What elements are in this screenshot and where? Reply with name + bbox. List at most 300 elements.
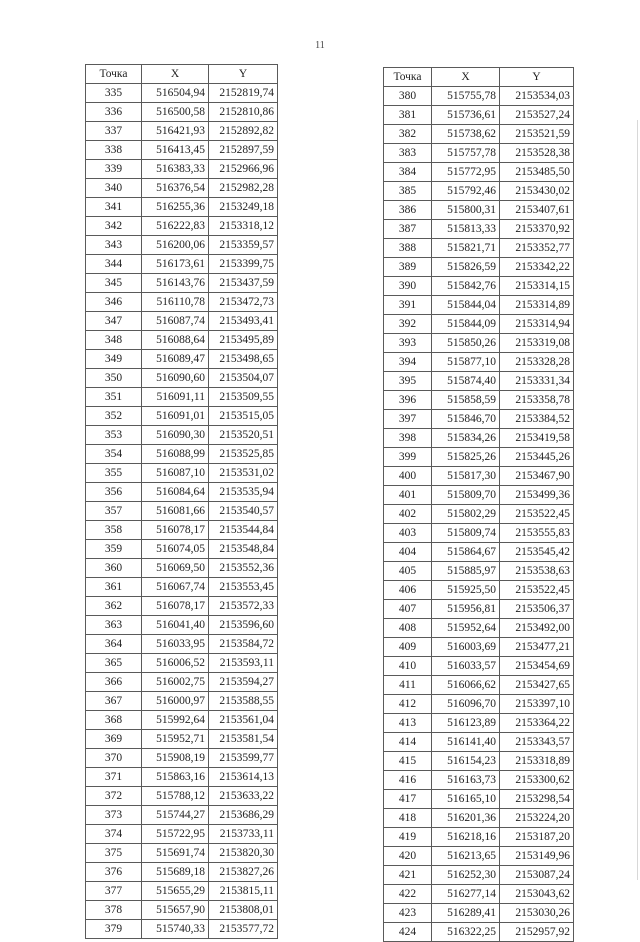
y-cell: 2153331,34 xyxy=(500,372,574,391)
x-cell: 515956,81 xyxy=(432,600,500,619)
point-cell: 369 xyxy=(86,730,142,749)
table-row xyxy=(384,505,574,524)
y-cell: 2153430,02 xyxy=(500,182,574,201)
x-cell: 515925,50 xyxy=(432,581,500,600)
y-cell: 2153359,57 xyxy=(209,236,278,255)
table-row xyxy=(86,445,278,464)
scan-edge-line xyxy=(637,120,638,880)
x-cell: 516078,17 xyxy=(142,521,209,540)
y-cell: 2153314,89 xyxy=(500,296,574,315)
point-cell: 353 xyxy=(86,426,142,445)
point-cell: 348 xyxy=(86,331,142,350)
y-cell: 2153633,22 xyxy=(209,787,278,806)
table-row xyxy=(86,407,278,426)
y-cell: 2153561,04 xyxy=(209,711,278,730)
table-row xyxy=(384,391,574,410)
point-cell: 403 xyxy=(384,524,432,543)
point-cell: 339 xyxy=(86,160,142,179)
table-row xyxy=(86,179,278,198)
x-cell: 516252,30 xyxy=(432,866,500,885)
y-cell: 2152897,59 xyxy=(209,141,278,160)
y-cell: 2153820,30 xyxy=(209,844,278,863)
x-cell: 515800,31 xyxy=(432,201,500,220)
table-row xyxy=(384,904,574,923)
point-cell: 400 xyxy=(384,467,432,486)
y-cell: 2153504,07 xyxy=(209,369,278,388)
y-cell: 2153588,55 xyxy=(209,692,278,711)
y-cell: 2153087,24 xyxy=(500,866,574,885)
table-row xyxy=(86,103,278,122)
point-cell: 361 xyxy=(86,578,142,597)
x-cell: 516123,89 xyxy=(432,714,500,733)
y-cell: 2153187,20 xyxy=(500,828,574,847)
x-cell: 516322,25 xyxy=(432,923,500,942)
x-cell: 516255,36 xyxy=(142,198,209,217)
x-cell: 516088,64 xyxy=(142,331,209,350)
table-row xyxy=(384,581,574,600)
y-cell: 2153593,11 xyxy=(209,654,278,673)
point-cell: 397 xyxy=(384,410,432,429)
point-cell: 370 xyxy=(86,749,142,768)
x-cell: 515846,70 xyxy=(432,410,500,429)
x-cell: 516081,66 xyxy=(142,502,209,521)
x-cell: 515655,29 xyxy=(142,882,209,901)
point-cell: 411 xyxy=(384,676,432,695)
x-cell: 515813,33 xyxy=(432,220,500,239)
point-cell: 355 xyxy=(86,464,142,483)
point-cell: 389 xyxy=(384,258,432,277)
table-row xyxy=(86,540,278,559)
point-cell: 399 xyxy=(384,448,432,467)
table-row xyxy=(384,638,574,657)
table-body-left xyxy=(86,84,278,939)
point-cell: 382 xyxy=(384,125,432,144)
point-cell: 418 xyxy=(384,809,432,828)
point-cell: 398 xyxy=(384,429,432,448)
point-cell: 336 xyxy=(86,103,142,122)
y-cell: 2153498,65 xyxy=(209,350,278,369)
table-row xyxy=(86,198,278,217)
y-cell: 2153314,15 xyxy=(500,277,574,296)
x-cell: 515952,64 xyxy=(432,619,500,638)
x-cell: 516090,60 xyxy=(142,369,209,388)
table-row xyxy=(86,863,278,882)
x-cell: 515736,61 xyxy=(432,106,500,125)
x-cell: 515842,76 xyxy=(432,277,500,296)
point-cell: 374 xyxy=(86,825,142,844)
point-cell: 392 xyxy=(384,315,432,334)
y-cell: 2153343,57 xyxy=(500,733,574,752)
table-row xyxy=(384,695,574,714)
table-row xyxy=(86,483,278,502)
y-cell: 2153531,02 xyxy=(209,464,278,483)
y-cell: 2152957,92 xyxy=(500,923,574,942)
point-cell: 367 xyxy=(86,692,142,711)
table-row xyxy=(86,312,278,331)
table-row xyxy=(384,296,574,315)
x-cell: 515858,59 xyxy=(432,391,500,410)
y-cell: 2152819,74 xyxy=(209,84,278,103)
y-cell: 2153522,45 xyxy=(500,581,574,600)
table-row xyxy=(86,673,278,692)
header-x: X xyxy=(142,65,209,84)
point-cell: 352 xyxy=(86,407,142,426)
y-cell: 2153328,28 xyxy=(500,353,574,372)
y-cell: 2153419,58 xyxy=(500,429,574,448)
y-cell: 2153515,05 xyxy=(209,407,278,426)
table-row xyxy=(384,277,574,296)
x-cell: 515744,27 xyxy=(142,806,209,825)
table-row xyxy=(384,619,574,638)
y-cell: 2153509,55 xyxy=(209,388,278,407)
y-cell: 2153397,10 xyxy=(500,695,574,714)
y-cell: 2153495,89 xyxy=(209,331,278,350)
point-cell: 359 xyxy=(86,540,142,559)
x-cell: 516222,83 xyxy=(142,217,209,236)
point-cell: 380 xyxy=(384,87,432,106)
x-cell: 515722,95 xyxy=(142,825,209,844)
point-cell: 349 xyxy=(86,350,142,369)
table-row xyxy=(86,293,278,312)
point-cell: 335 xyxy=(86,84,142,103)
table-row xyxy=(86,160,278,179)
point-cell: 343 xyxy=(86,236,142,255)
y-cell: 2153477,21 xyxy=(500,638,574,657)
point-cell: 373 xyxy=(86,806,142,825)
x-cell: 515825,26 xyxy=(432,448,500,467)
x-cell: 515755,78 xyxy=(432,87,500,106)
y-cell: 2153467,90 xyxy=(500,467,574,486)
point-cell: 378 xyxy=(86,901,142,920)
point-cell: 415 xyxy=(384,752,432,771)
table-row xyxy=(384,923,574,942)
point-cell: 407 xyxy=(384,600,432,619)
table-row xyxy=(384,752,574,771)
y-cell: 2153399,75 xyxy=(209,255,278,274)
point-cell: 364 xyxy=(86,635,142,654)
point-cell: 366 xyxy=(86,673,142,692)
header-point: Точка xyxy=(384,68,432,87)
x-cell: 515738,62 xyxy=(432,125,500,144)
y-cell: 2152982,28 xyxy=(209,179,278,198)
x-cell: 516500,58 xyxy=(142,103,209,122)
y-cell: 2153318,12 xyxy=(209,217,278,236)
point-cell: 340 xyxy=(86,179,142,198)
y-cell: 2153407,61 xyxy=(500,201,574,220)
table-row xyxy=(86,217,278,236)
y-cell: 2153521,59 xyxy=(500,125,574,144)
point-cell: 344 xyxy=(86,255,142,274)
x-cell: 516200,06 xyxy=(142,236,209,255)
x-cell: 515952,71 xyxy=(142,730,209,749)
x-cell: 515788,12 xyxy=(142,787,209,806)
y-cell: 2153427,65 xyxy=(500,676,574,695)
point-cell: 410 xyxy=(384,657,432,676)
table-row xyxy=(384,144,574,163)
x-cell: 516218,16 xyxy=(432,828,500,847)
point-cell: 408 xyxy=(384,619,432,638)
table-row xyxy=(86,749,278,768)
point-cell: 413 xyxy=(384,714,432,733)
x-cell: 515874,40 xyxy=(432,372,500,391)
x-cell: 516091,11 xyxy=(142,388,209,407)
y-cell: 2152966,96 xyxy=(209,160,278,179)
y-cell: 2153319,08 xyxy=(500,334,574,353)
header-y: Y xyxy=(500,68,574,87)
y-cell: 2153581,54 xyxy=(209,730,278,749)
point-cell: 360 xyxy=(86,559,142,578)
table-row xyxy=(86,730,278,749)
point-cell: 424 xyxy=(384,923,432,942)
x-cell: 516376,54 xyxy=(142,179,209,198)
point-cell: 390 xyxy=(384,277,432,296)
point-cell: 395 xyxy=(384,372,432,391)
table-row xyxy=(86,369,278,388)
x-cell: 515757,78 xyxy=(432,144,500,163)
y-cell: 2152810,86 xyxy=(209,103,278,122)
y-cell: 2153527,24 xyxy=(500,106,574,125)
point-cell: 358 xyxy=(86,521,142,540)
table-row xyxy=(86,122,278,141)
table-row xyxy=(86,521,278,540)
table-row xyxy=(384,771,574,790)
x-cell: 516069,50 xyxy=(142,559,209,578)
table-row xyxy=(384,676,574,695)
point-cell: 404 xyxy=(384,543,432,562)
point-cell: 406 xyxy=(384,581,432,600)
x-cell: 515657,90 xyxy=(142,901,209,920)
point-cell: 416 xyxy=(384,771,432,790)
y-cell: 2153472,73 xyxy=(209,293,278,312)
point-cell: 381 xyxy=(384,106,432,125)
point-cell: 405 xyxy=(384,562,432,581)
x-cell: 515850,26 xyxy=(432,334,500,353)
table-row xyxy=(86,426,278,445)
y-cell: 2153540,57 xyxy=(209,502,278,521)
y-cell: 2153733,11 xyxy=(209,825,278,844)
x-cell: 516090,30 xyxy=(142,426,209,445)
table-row xyxy=(384,410,574,429)
table-row xyxy=(86,274,278,293)
table-row xyxy=(384,239,574,258)
point-cell: 341 xyxy=(86,198,142,217)
table-row xyxy=(384,790,574,809)
table-row xyxy=(384,220,574,239)
x-cell: 516002,75 xyxy=(142,673,209,692)
x-cell: 515885,97 xyxy=(432,562,500,581)
x-cell: 516165,10 xyxy=(432,790,500,809)
point-cell: 363 xyxy=(86,616,142,635)
x-cell: 516504,94 xyxy=(142,84,209,103)
x-cell: 515877,10 xyxy=(432,353,500,372)
point-cell: 388 xyxy=(384,239,432,258)
table-row xyxy=(86,464,278,483)
y-cell: 2153030,26 xyxy=(500,904,574,923)
point-cell: 393 xyxy=(384,334,432,353)
x-cell: 516087,74 xyxy=(142,312,209,331)
table-row xyxy=(384,847,574,866)
x-cell: 516173,61 xyxy=(142,255,209,274)
x-cell: 516201,36 xyxy=(432,809,500,828)
x-cell: 516074,05 xyxy=(142,540,209,559)
point-cell: 386 xyxy=(384,201,432,220)
x-cell: 516006,52 xyxy=(142,654,209,673)
table-row xyxy=(384,486,574,505)
x-cell: 516084,64 xyxy=(142,483,209,502)
y-cell: 2153572,33 xyxy=(209,597,278,616)
table-row xyxy=(384,467,574,486)
x-cell: 516091,01 xyxy=(142,407,209,426)
y-cell: 2153318,89 xyxy=(500,752,574,771)
x-cell: 516213,65 xyxy=(432,847,500,866)
x-cell: 516110,78 xyxy=(142,293,209,312)
table-row xyxy=(384,106,574,125)
point-cell: 423 xyxy=(384,904,432,923)
table-row xyxy=(384,429,574,448)
table-row xyxy=(86,654,278,673)
x-cell: 516096,70 xyxy=(432,695,500,714)
x-cell: 516154,23 xyxy=(432,752,500,771)
point-cell: 377 xyxy=(86,882,142,901)
y-cell: 2153545,42 xyxy=(500,543,574,562)
point-cell: 362 xyxy=(86,597,142,616)
table-row xyxy=(384,87,574,106)
y-cell: 2153686,29 xyxy=(209,806,278,825)
table-row xyxy=(86,882,278,901)
point-cell: 356 xyxy=(86,483,142,502)
x-cell: 516041,40 xyxy=(142,616,209,635)
y-cell: 2153827,26 xyxy=(209,863,278,882)
y-cell: 2153555,83 xyxy=(500,524,574,543)
y-cell: 2153445,26 xyxy=(500,448,574,467)
point-cell: 384 xyxy=(384,163,432,182)
point-cell: 414 xyxy=(384,733,432,752)
y-cell: 2153544,84 xyxy=(209,521,278,540)
x-cell: 516078,17 xyxy=(142,597,209,616)
table-row xyxy=(384,809,574,828)
point-cell: 350 xyxy=(86,369,142,388)
point-cell: 417 xyxy=(384,790,432,809)
y-cell: 2153454,69 xyxy=(500,657,574,676)
point-cell: 421 xyxy=(384,866,432,885)
table-row xyxy=(86,787,278,806)
point-cell: 365 xyxy=(86,654,142,673)
y-cell: 2153808,01 xyxy=(209,901,278,920)
y-cell: 2153298,54 xyxy=(500,790,574,809)
point-cell: 347 xyxy=(86,312,142,331)
header-y: Y xyxy=(209,65,278,84)
table-row xyxy=(86,388,278,407)
y-cell: 2153552,36 xyxy=(209,559,278,578)
table-row xyxy=(86,616,278,635)
y-cell: 2153314,94 xyxy=(500,315,574,334)
point-cell: 375 xyxy=(86,844,142,863)
x-cell: 515809,70 xyxy=(432,486,500,505)
x-cell: 516033,57 xyxy=(432,657,500,676)
y-cell: 2153492,00 xyxy=(500,619,574,638)
point-cell: 396 xyxy=(384,391,432,410)
y-cell: 2152892,82 xyxy=(209,122,278,141)
y-cell: 2153342,22 xyxy=(500,258,574,277)
y-cell: 2153364,22 xyxy=(500,714,574,733)
x-cell: 515844,09 xyxy=(432,315,500,334)
point-cell: 402 xyxy=(384,505,432,524)
y-cell: 2153522,45 xyxy=(500,505,574,524)
table-row xyxy=(86,331,278,350)
x-cell: 515802,29 xyxy=(432,505,500,524)
table-row xyxy=(384,828,574,847)
page-number: 11 xyxy=(315,40,325,51)
point-cell: 351 xyxy=(86,388,142,407)
table-body-right xyxy=(384,87,574,942)
point-cell: 357 xyxy=(86,502,142,521)
table-row xyxy=(384,448,574,467)
coordinates-table-right xyxy=(383,67,574,942)
y-cell: 2153538,63 xyxy=(500,562,574,581)
y-cell: 2153520,51 xyxy=(209,426,278,445)
y-cell: 2153577,72 xyxy=(209,920,278,939)
x-cell: 516003,69 xyxy=(432,638,500,657)
y-cell: 2153043,62 xyxy=(500,885,574,904)
y-cell: 2153534,03 xyxy=(500,87,574,106)
y-cell: 2153584,72 xyxy=(209,635,278,654)
table-row xyxy=(384,163,574,182)
x-cell: 516141,40 xyxy=(432,733,500,752)
x-cell: 516413,45 xyxy=(142,141,209,160)
x-cell: 516066,62 xyxy=(432,676,500,695)
table-row xyxy=(384,182,574,201)
table-row xyxy=(86,236,278,255)
x-cell: 515826,59 xyxy=(432,258,500,277)
x-cell: 516000,97 xyxy=(142,692,209,711)
y-cell: 2153548,84 xyxy=(209,540,278,559)
table-row xyxy=(384,885,574,904)
point-cell: 387 xyxy=(384,220,432,239)
table-row xyxy=(384,258,574,277)
y-cell: 2153249,18 xyxy=(209,198,278,217)
table-row xyxy=(384,657,574,676)
y-cell: 2153525,85 xyxy=(209,445,278,464)
table-header-row xyxy=(384,68,574,87)
point-cell: 379 xyxy=(86,920,142,939)
point-cell: 383 xyxy=(384,144,432,163)
coordinates-table-left xyxy=(85,64,278,939)
y-cell: 2153499,36 xyxy=(500,486,574,505)
table-row xyxy=(384,543,574,562)
table-row xyxy=(384,562,574,581)
x-cell: 515992,64 xyxy=(142,711,209,730)
x-cell: 515691,74 xyxy=(142,844,209,863)
y-cell: 2153370,92 xyxy=(500,220,574,239)
table-row xyxy=(384,315,574,334)
point-cell: 376 xyxy=(86,863,142,882)
table-row xyxy=(86,559,278,578)
y-cell: 2153352,77 xyxy=(500,239,574,258)
x-cell: 515817,30 xyxy=(432,467,500,486)
point-cell: 346 xyxy=(86,293,142,312)
x-cell: 515864,67 xyxy=(432,543,500,562)
y-cell: 2153594,27 xyxy=(209,673,278,692)
x-cell: 515740,33 xyxy=(142,920,209,939)
y-cell: 2153506,37 xyxy=(500,600,574,619)
x-cell: 515792,46 xyxy=(432,182,500,201)
table-row xyxy=(384,353,574,372)
x-cell: 515844,04 xyxy=(432,296,500,315)
point-cell: 337 xyxy=(86,122,142,141)
y-cell: 2153553,45 xyxy=(209,578,278,597)
y-cell: 2153815,11 xyxy=(209,882,278,901)
x-cell: 516277,14 xyxy=(432,885,500,904)
